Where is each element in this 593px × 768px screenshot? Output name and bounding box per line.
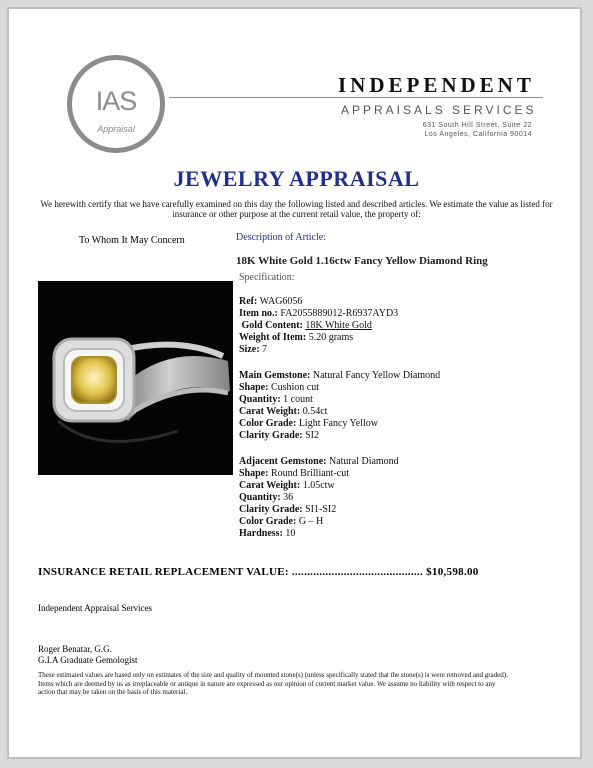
main-gemstone-details <box>239 370 440 442</box>
adjacent-clarity-row: Clarity Grade: SI1-SI2 <box>239 504 337 515</box>
adjacent-carat-row: Carat Weight: 1.05ctw <box>239 480 335 491</box>
ring-photo <box>38 281 233 475</box>
adjacent-gemstone-row: Adjacent Gemstone: Natural Diamond <box>239 456 399 467</box>
certification-text: We herewith certify that we have carefully examined on this day the following listed and described articles. We estimate the value as listed for insurance or other purpose at the current retail value, the property of: <box>40 199 553 219</box>
gold-row: Gold Content: 18K White Gold <box>241 320 372 331</box>
adjacent-color-row: Color Grade: G – H <box>239 516 324 527</box>
page-title: JEWELRY APPRAISAL <box>173 166 420 191</box>
appraiser-title: G.I.A Graduate Gemologist <box>38 655 138 665</box>
item-details <box>239 296 398 356</box>
main-clarity-row: Clarity Grade: SI2 <box>239 430 319 441</box>
main-carat-row: Carat Weight: 0.54ct <box>239 406 328 417</box>
insurance-value-row <box>38 566 479 578</box>
brand-services: APPRAISALS SERVICES <box>341 103 537 117</box>
item-no-row: Item no.: FA2055889012-R6937AYD3 <box>239 308 399 319</box>
specification-label: Specification: <box>239 272 295 283</box>
logo-mark: IAS <box>95 86 137 116</box>
adjacent-gemstone-details <box>239 456 399 540</box>
address-line-1: 631 South Hill Street, Suite 22 <box>422 122 532 129</box>
main-gemstone-row: Main Gemstone: Natural Fancy Yellow Diamond <box>239 370 441 381</box>
address-line-2: Los Angeles, California 90014 <box>424 131 532 138</box>
logo-subtitle: Appraisal <box>97 124 135 134</box>
recipient: To Whom It May Concern <box>79 235 185 246</box>
main-color-row: Color Grade: Light Fancy Yellow <box>239 418 378 429</box>
insurance-amount: $10,598.00 <box>426 566 479 578</box>
appraiser-name: Roger Benatar, G.G. <box>38 644 112 654</box>
appraisal-document <box>7 7 582 759</box>
description-label: Description of Article: <box>236 232 326 243</box>
insurance-label: INSURANCE RETAIL REPLACEMENT VALUE: ........................................... <box>38 566 424 578</box>
main-quantity-row: Quantity: 1 count <box>239 394 313 405</box>
weight-row: Weight of Item: 5.20 grams <box>239 332 354 343</box>
item-title: 18K White Gold 1.16ctw Fancy Yellow Diamond Ring <box>236 255 488 267</box>
ring-illustration <box>38 281 233 475</box>
adjacent-hardness-row: Hardness: 10 <box>239 528 296 539</box>
ias-logo <box>67 55 165 153</box>
ref-row: Ref: WAG6056 <box>239 296 303 307</box>
main-shape-row: Shape: Cushion cut <box>239 382 320 393</box>
adjacent-shape-row: Shape: Round Brilliant-cut <box>239 468 349 479</box>
adjacent-quantity-row: Quantity: 36 <box>239 492 294 503</box>
company-name: Independent Appraisal Services <box>38 603 152 613</box>
disclaimer: These estimated values are based only on estimates of the size and quality of mounted stone(s) (unless specifically stated that the stone(s) is were removed and graded). Items which are deemed by us as irreplaceable or antique in nature are expressed as our opinion of current market value. We assume no liability with respect to any action that may be taken on the basis of this material. <box>38 671 508 696</box>
brand-name: INDEPENDENT <box>338 73 535 97</box>
size-row: Size: 7 <box>239 344 268 355</box>
